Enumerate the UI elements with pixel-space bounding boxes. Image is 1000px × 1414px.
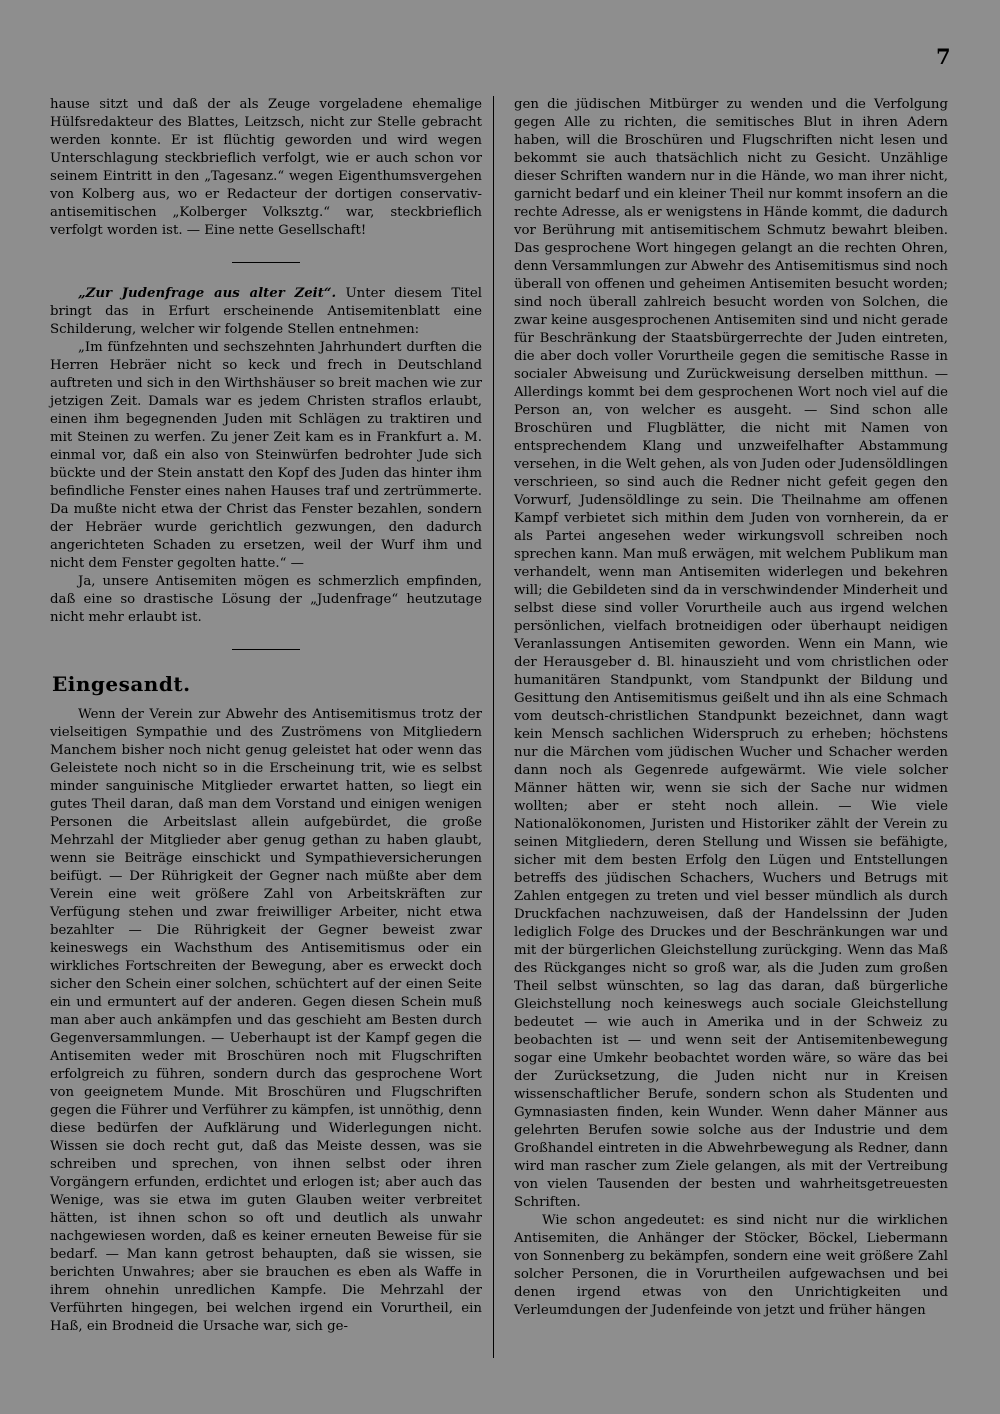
- article-lead-title: „Zur Judenfrage aus alter Zeit“.: [78, 286, 337, 301]
- paragraph-continuation: gen die jüdischen Mitbürger zu wenden und die Verfolgung gegen Alle zu richten, die semitisches Blut in ihren Adern haben, will die Broschüren und Flugschriften nicht lesen und bekommt sie auch thatsächlich nicht zu Gesicht. Unzählige dieser Schriften wandern nur in die Hände, wo man ihrer nicht, garnicht bedarf und ein kleiner Theil nur kommt insofern an die rechte Adresse, als er wenigstens in Hände kommt, die dadurch vor Berührung mit antisemitischem Schmutz bewahrt bleiben. Das gesprochene Wort hingegen gelangt an die rechten Ohren, denn Versammlungen zur Abwehr des Antisemitismus sind noch überall von offenen und geheimen Antisemiten besucht worden; sind noch überall zahlreich besucht worden von Solchen, die zwar keine ausgesprochenen Antisemiten sind und nicht gerade für Beschränkung der Staatsbürgerrechte der Juden eintreten, die aber doch voller Vorurtheile gegen die semitische Rasse in socialer Abweisung und Zurückweisung derselben mitthun. — Allerdings kommt bei dem gesprochenen Wort noch viel auf die Person an, von welcher es ausgeht. — Sind schon alle Broschüren und Flugblätter, die nicht mit Namen von entsprechendem Klang und unzweifelhafter Abstammung versehen, in die Welt gehen, als von Juden oder Judensöldlingen verschrieen, so sind auch die Redner nicht gefeit gegen den Vorwurf, Judensöldlinge zu sein. Die Theilnahme am offenen Kampf verbietet sich mithin dem Juden von vornherein, da er als Partei angesehen weder wirkungsvoll schreiben noch sprechen kann. Man muß erwägen, mit welchem Publikum man verhandelt, wenn man Antisemiten widerlegen und bekehren will; die Gebildeten sind da in verschwindender Minderheit und selbst diese sind voller Vorurtheile auch aus irgend welchen persönlichen, vielfach brotneidigen oder überhaupt neidigen Veranlassungen Antisemiten geworden. Wenn ein Mann, wie der Herausgeber d. Bl. hinauszieht und vom christlichen oder humanitären Standpunkt, vom Standpunkt der Bildung und Gesittung den Antisemitismus geißelt und ihn als eine Schmach vom deutsch-christlichen Standpunkt bezeichnet, dann wagt kein Mensch sachlichen Widerspruch zu erheben; höchstens nur die Märchen vom jüdischen Wucher und Schacher werden dann noch als Gegenrede aufgewärmt. Wie viele solcher Männer hätten wir, wenn sie sich der Sache nur widmen wollten; aber er steht noch allein. — Wie viele Nationalökonomen, Juristen und Historiker zählt der Verein zu seinen Mitgliedern, deren Stellung und Wissen sie befähigte, sicher mit dem besten Erfolg den Lügen und Entstellungen betreffs des jüdischen Schachers, Wuchers und Betrugs mit Zahlen entgegen zu treten und viel besser mündlich als durch Druckfachen nachzuweisen, daß der Handelssinn der Juden lediglich Folge des Druckes und der Beschränkungen war und mit der bürgerlichen Gleichstellung zurückging. Wenn das Maß des Rückganges nicht so groß war, als die Juden zum großen Theil selbst wünschten, so lag das daran, daß bürgerliche Gleichstellung noch keineswegs auch sociale Gleichstellung bedeutet — wie auch in Amerika und in der Schweiz zu beobachten ist — und wenn seit der Antisemitenbewegung sogar eine Umkehr beobachtet worden wäre, so wäre das bei der Zurücksetzung, die Juden nicht nur in Kreisen wissenschaftlicher Berufe, sondern schon als Studenten und Gymnasiasten finden, kein Wunder. Wenn daher Männer aus gelehrten Berufen sowie solche aus der Industrie und dem Großhandel eintreten in die Abwehrbewegung als Redner, dann wird man rascher zum Ziele gelangen, als mit der Vertreibung von vielen Tausenden der besten und wahrheitsgetreuesten Schriften.: [514, 97, 948, 1210]
- paragraph-judenfrage-intro: [50, 285, 482, 339]
- left-column: [50, 96, 482, 1336]
- right-column: [514, 96, 948, 1320]
- paragraph-eingesandt-body: Wenn der Verein zur Abwehr des Antisemitismus trotz der vielseitigen Sympathie und des Zuströmens von Mitgliedern Manchem bisher noch nicht genug geleistet hat oder wenn das Geleistete noch nicht so in die Erscheinung trit, wie es selbst minder sanguinische Mitglieder erwartet hatten, so liegt ein gutes Theil daran, daß man dem Vorstand und einigen wenigen Personen die Arbeitslast allein aufgebürdet, die große Mehrzahl der Mitglieder aber genug gethan zu haben glaubt, wenn sie Beiträge einschickt und Sympathieversicherungen beifügt. — Der Rührigkeit der Gegner nach müßte aber dem Verein eine weit größere Zahl von Arbeitskräften zur Verfügung stehen und zwar freiwilliger Arbeiter, nicht etwa bezahlter — Die Rührigkeit der Gegner beweist zwar keineswegs ein Wachsthum des Antisemitismus oder ein wirkliches Fortschreiten der Bewegung, aber es erweckt doch sicher den Schein einer solchen, schüchtert auf der einen Seite ein und ermuntert auf der anderen. Gegen diesen Schein muß man aber auch ankämpfen und das geschieht am Besten durch Gegenversammlungen. — Ueberhaupt ist der Kampf gegen die Antisemiten weder mit Broschüren noch mit Flugschriften erfolgreich zu führen, sondern durch das gesprochene Wort von geeignetem Munde. Mit Broschüren und Flugschriften gegen die Führer und Verführer zu kämpfen, ist unnöthig, denn diese bedürfen der Aufklärung und Widerlegungen nicht. Wissen sie doch recht gut, daß das Meiste dessen, was sie schreiben und sprechen, von ihnen selbst oder ihren Vorgängern erfunden, erdichtet und erlogen ist; aber auch das Wenige, was sie etwa im guten Glauben weiter verbreitet hätten, ist ihnen schon so oft und deutlich als unwahr nachgewiesen worden, daß es keiner erneuten Beweise für sie bedarf. — Man kann getrost behaupten, daß sie wissen, sie berichten Unwahres; aber sie brauchen es eben als Waffe in ihrem ohnehin unredlichen Kampfe. Die Mehrzahl der Verführten hingegen, bei welchen irgend ein Vorurtheil, ein Haß, ein Brodneid die Ursache war, sich ge-: [50, 707, 482, 1334]
- column-divider: [493, 96, 494, 1358]
- paragraph-final: Wie schon angedeutet: es sind nicht nur die wirklichen Antisemiten, die Anhänger der Stöcker, Böckel, Liebermann von Sonnenberg zu bekämpfen, sondern eine weit größere Zahl solcher Personen, die in Vorurtheilen aufgewachsen und bei denen irgend etwas von den Unrichtigkeiten und Verleumdungen der Judenfeinde von jetzt und früher hängen: [514, 1213, 948, 1318]
- quote-paragraph: „Im fünfzehnten und sechszehnten Jahrhundert durften die Herren Hebräer nicht so keck und frech in Deutschland auftreten und sich in den Wirthshäuser so breit machen wie zur jetzigen Zeit. Damals war es jedem Christen straflos erlaubt, einen ihm begegnenden Juden mit Schlägen zu traktiren und mit Steinen zu werfen. Zu jener Zeit kam es in Frankfurt a. M. einmal vor, daß ein also von Steinwürfen bedrohter Jude sich bückte und der Stein anstatt den Kopf des Juden das hinter ihm befindliche Fenster eines nahen Hauses traf und zertrümmerte. Da mußte nicht etwa der Christ das Fenster bezahlen, sondern der Hebräer wurde gerichtlich gezwungen, den dadurch angerichteten Schaden zu ersetzen, weil der Wurf ihm und nicht dem Fenster gegolten hatte.“ —: [50, 340, 482, 571]
- separator-rule: [232, 649, 300, 650]
- separator-rule: [232, 262, 300, 263]
- paragraph-conclusion: Ja, unsere Antisemiten mögen es schmerzlich empfinden, daß eine so drastische Lösung der „Judenfrage“ heutzutage nicht mehr erlaubt ist.: [50, 574, 482, 625]
- article-intro-text: Unter diesem Titel bringt das in Erfurt erscheinende Antisemitenblatt eine Schilderung, welcher wir folgende Stellen entnehmen:: [50, 286, 482, 337]
- section-heading-eingesandt: Eingesandt.: [52, 672, 191, 696]
- paragraph-leitzsch: hause sitzt und daß der als Zeuge vorgeladene ehemalige Hülfsredakteur des Blattes, Leitzsch, nicht zur Stelle gebracht werden konnte. Er ist flüchtig geworden und wird wegen Unterschlagung steckbrieflich verfolgt, wie er auch schon vor seinem Eintritt in den „Tagesanz.“ wegen Eigenthumsvergehen von Kolberg aus, wo er Redacteur der dortigen conservativ-antisemitischen „Kolberger Volksztg.“ war, steckbrieflich verfolgt worden ist. — Eine nette Gesellschaft!: [50, 97, 482, 238]
- page-number: 7: [936, 44, 951, 69]
